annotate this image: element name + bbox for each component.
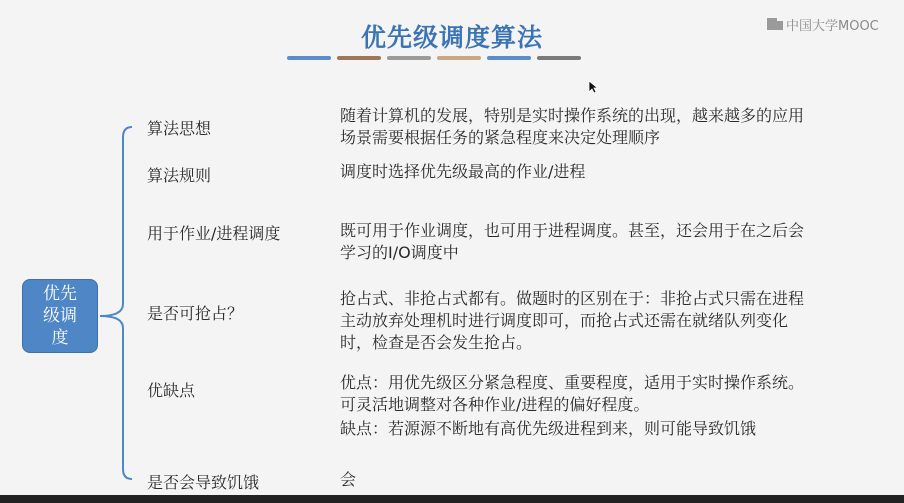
slide-title: 优先级调度算法 (360, 23, 543, 52)
title-underline-1 (287, 56, 331, 60)
row-label-algorithm-idea: 算法思想 (147, 119, 212, 138)
row-desc-pros: 优点：用优先级区分紧急程度、重要程度，适用于实时操作系统。可灵活地调整对各种作业/进程的偏好程度。 (340, 373, 805, 414)
row-desc-pros-cons (340, 372, 812, 440)
mouse-cursor-icon (588, 80, 598, 94)
row-desc-starvation (340, 469, 812, 491)
title-underline-5 (487, 56, 531, 60)
row-desc-text: 既可用于作业调度，也可用于进程调度。甚至，还会用于在之后会学习的I/O调度中 (340, 221, 805, 262)
title-underline-4 (437, 56, 481, 60)
row-label-preemptive: 是否可抢占？ (147, 304, 244, 323)
row-label-pros-cons: 优缺点 (147, 381, 196, 400)
row-label-starvation: 是否会导致饥饿 (147, 473, 260, 492)
mooc-logo-icon (767, 17, 783, 31)
curly-brace-connector (96, 118, 136, 490)
row-desc-cons: 缺点：若源源不断地有高优先级进程到来，则可能导致饥饿 (340, 419, 757, 438)
root-node (22, 279, 98, 353)
row-desc-text: 调度时选择优先级最高的作业/进程 (340, 162, 586, 181)
row-desc-text: 随着计算机的发展，特别是实时操作系统的出现，越来越多的应用场景需要根据任务的紧急程度来决定处理顺序 (340, 106, 805, 147)
row-desc-preemptive (340, 288, 812, 354)
watermark-text: 中国大学MOOC (786, 18, 879, 34)
row-desc-job-process-scheduling (340, 220, 812, 264)
row-desc-text: 抢占式、非抢占式都有。做题时的区别在于：非抢占式只需在进程主动放弃处理机时进行调度即可，而抢占式还需在就绪队列变化时，检查是否会发生抢占。 (340, 289, 805, 352)
row-label-job-process-scheduling: 用于作业/进程调度 (147, 224, 281, 243)
title-underline-3 (387, 56, 431, 60)
row-desc-text: 会 (340, 470, 357, 489)
mooc-watermark (767, 14, 879, 34)
title-underline-2 (337, 56, 381, 60)
video-player-bottom-bar (0, 495, 904, 503)
row-desc-algorithm-rule (340, 161, 812, 183)
title-underline-6 (537, 56, 581, 60)
row-label-algorithm-rule: 算法规则 (147, 166, 212, 185)
row-desc-algorithm-idea (340, 105, 812, 149)
root-node-label: 优先级调度 (43, 284, 77, 348)
